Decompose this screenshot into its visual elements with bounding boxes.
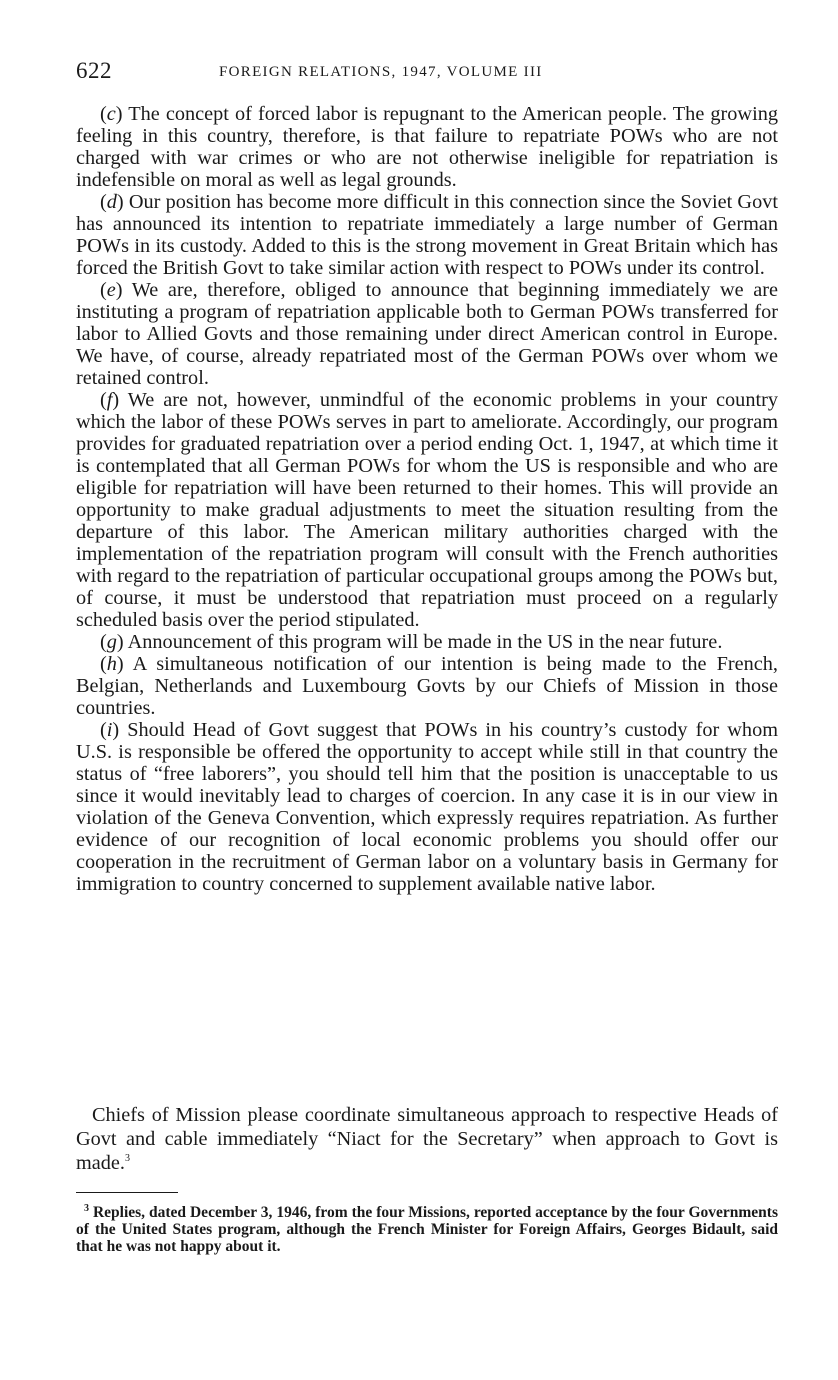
paragraph-c: (c) The concept of forced labor is repugnant to the American people. The growing feeling in this country, therefore, is that failure to repatriate POWs who are not charged with war crimes or who are not otherwise ineligible for repatriation is indefensible on moral as well as legal grounds.	[76, 103, 778, 191]
paragraph-text: The concept of forced labor is repugnant to the American people. The growing feeling in this country, therefore, is that failure to repatriate POWs who are not charged with war crimes or who are not otherwise ineligible for repatriation is indefensible on moral as well as legal grounds.	[76, 103, 778, 191]
paragraph-text: Our position has become more difficult in this connection since the Soviet Govt has announced its intention to repatriate immediately a large number of German POWs in its custody. Added to this is the strong movement in Great Britain which has forced the British Govt to take similar action with respect to POWs under its control.	[76, 191, 778, 279]
footnote-divider	[76, 1192, 178, 1193]
footnote-text: Replies, dated December 3, 1946, from the four Missions, reported acceptance by the four Governments of the United States program, although the French Minister for Foreign Affairs, Georges Bidault, said that he was not happy about it.	[76, 1204, 778, 1255]
footnote-reference: 3	[125, 1153, 130, 1165]
paragraph-marker: d	[106, 191, 117, 213]
paragraph-e: (e) We are, therefore, obliged to announce that beginning immediately we are instituting a program of repatriation applicable both to German POWs transferred for labor to Allied Govts and those remaining under direct American control in Europe. We have, of course, already repatriated most of the German POWs over whom we retained control.	[76, 279, 778, 389]
paragraph-text: Should Head of Govt suggest that POWs in his country’s custody for whom U.S. is responsible be offered the opportunity to accept while still in that country the status of “free laborers”, you should tell him that the position is unacceptable to us since it would inevitably lead to charges of coercion. In any case it is in our view in violation of the Geneva Convention, which expressly requires repatriation. As further evidence of our recognition of local economic problems you should offer our cooperation in the recruitment of German labor on a voluntary basis in Germany for immigration to country concerned to supplement available native labor.	[76, 719, 778, 895]
footnote-number: 3	[84, 1202, 89, 1214]
closing-text: Chiefs of Mission please coordinate simultaneous approach to respective Heads of Govt and cable immediately “Niact for the Secretary” when approach to Govt is made.	[76, 1104, 778, 1174]
paragraph-marker: g	[106, 631, 117, 653]
paragraph-f: (f) We are not, however, unmindful of the economic problems in your country which the labor of these POWs serves in part to ameliorate. Accordingly, our program provides for graduated repatriation over a period ending Oct. 1, 1947, at which time it is contemplated that all German POWs for whom the US is responsible and who are eligible for repatriation will have been returned to their homes. This will provide an opportunity to make gradual adjustments to meet the situation resulting from the departure of this labor. The American military authorities charged with the implementation of the repatriation program will consult with the French authorities with regard to the repatriation of particular occupational groups among the POWs but, of course, it must be understood that repatriation must proceed on a regularly scheduled basis over the period stipulated.	[76, 389, 778, 631]
paragraph-marker: e	[106, 279, 116, 301]
paragraph-g: (g) Announcement of this program will be made in the US in the near future.	[100, 631, 723, 653]
footnote	[76, 1204, 778, 1255]
page-header	[76, 58, 778, 88]
page-number: 622	[76, 58, 112, 83]
paragraph-text: A simultaneous notification of our intention is being made to the French, Belgian, Netherlands and Luxembourg Govts by our Chiefs of Mission in those countries.	[76, 653, 778, 719]
paragraph-d: (d) Our position has become more difficult in this connection since the Soviet Govt has announced its intention to repatriate immediately a large number of German POWs in its custody. Added to this is the strong movement in Great Britain which has forced the British Govt to take similar action with respect to POWs under its control.	[76, 191, 778, 279]
body-text	[76, 103, 778, 895]
paragraph-text: We are not, however, unmindful of the economic problems in your country which the labor of these POWs serves in part to ameliorate. Accordingly, our program provides for graduated repatriation over a period ending Oct. 1, 1947, at which time it is contemplated that all German POWs for whom the US is responsible and who are eligible for repatriation will have been returned to their homes. This will provide an opportunity to make gradual adjustments to meet the situation resulting from the departure of this labor. The American military authorities charged with the implementation of the repatriation program will consult with the French authorities with regard to the repatriation of particular occupational groups among the POWs but, of course, it must be understood that repatriation must proceed on a regularly scheduled basis over the period stipulated.	[76, 389, 778, 631]
paragraph-marker: h	[106, 653, 117, 675]
paragraph-marker: c	[106, 103, 116, 125]
paragraph-i: (i) Should Head of Govt suggest that POWs in his country’s custody for whom U.S. is responsible be offered the opportunity to accept while still in that country the status of “free laborers”, you should tell him that the position is unacceptable to us since it would inevitably lead to charges of coercion. In any case it is in our view in violation of the Geneva Convention, which expressly requires repatriation. As further evidence of our recognition of local economic problems you should offer our cooperation in the recruitment of German labor on a voluntary basis in Germany for immigration to country concerned to supplement available native labor.	[76, 719, 778, 895]
running-head: FOREIGN RELATIONS, 1947, VOLUME III	[219, 64, 543, 80]
closing-paragraph	[76, 1103, 778, 1175]
paragraph-text: Announcement of this program will be made in the US in the near future.	[123, 631, 723, 653]
paragraph-marker: f	[106, 389, 113, 411]
paragraph-marker: i	[106, 719, 113, 741]
paragraph-text: We are, therefore, obliged to announce that beginning immediately we are instituting a program of repatriation applicable both to German POWs transferred for labor to Allied Govts and those remaining under direct American control in Europe. We have, of course, already repatriated most of the German POWs over whom we retained control.	[76, 279, 778, 389]
paragraph-h: (h) A simultaneous notification of our intention is being made to the French, Belgian, Netherlands and Luxembourg Govts by our Chiefs of Mission in those countries.	[76, 653, 778, 719]
